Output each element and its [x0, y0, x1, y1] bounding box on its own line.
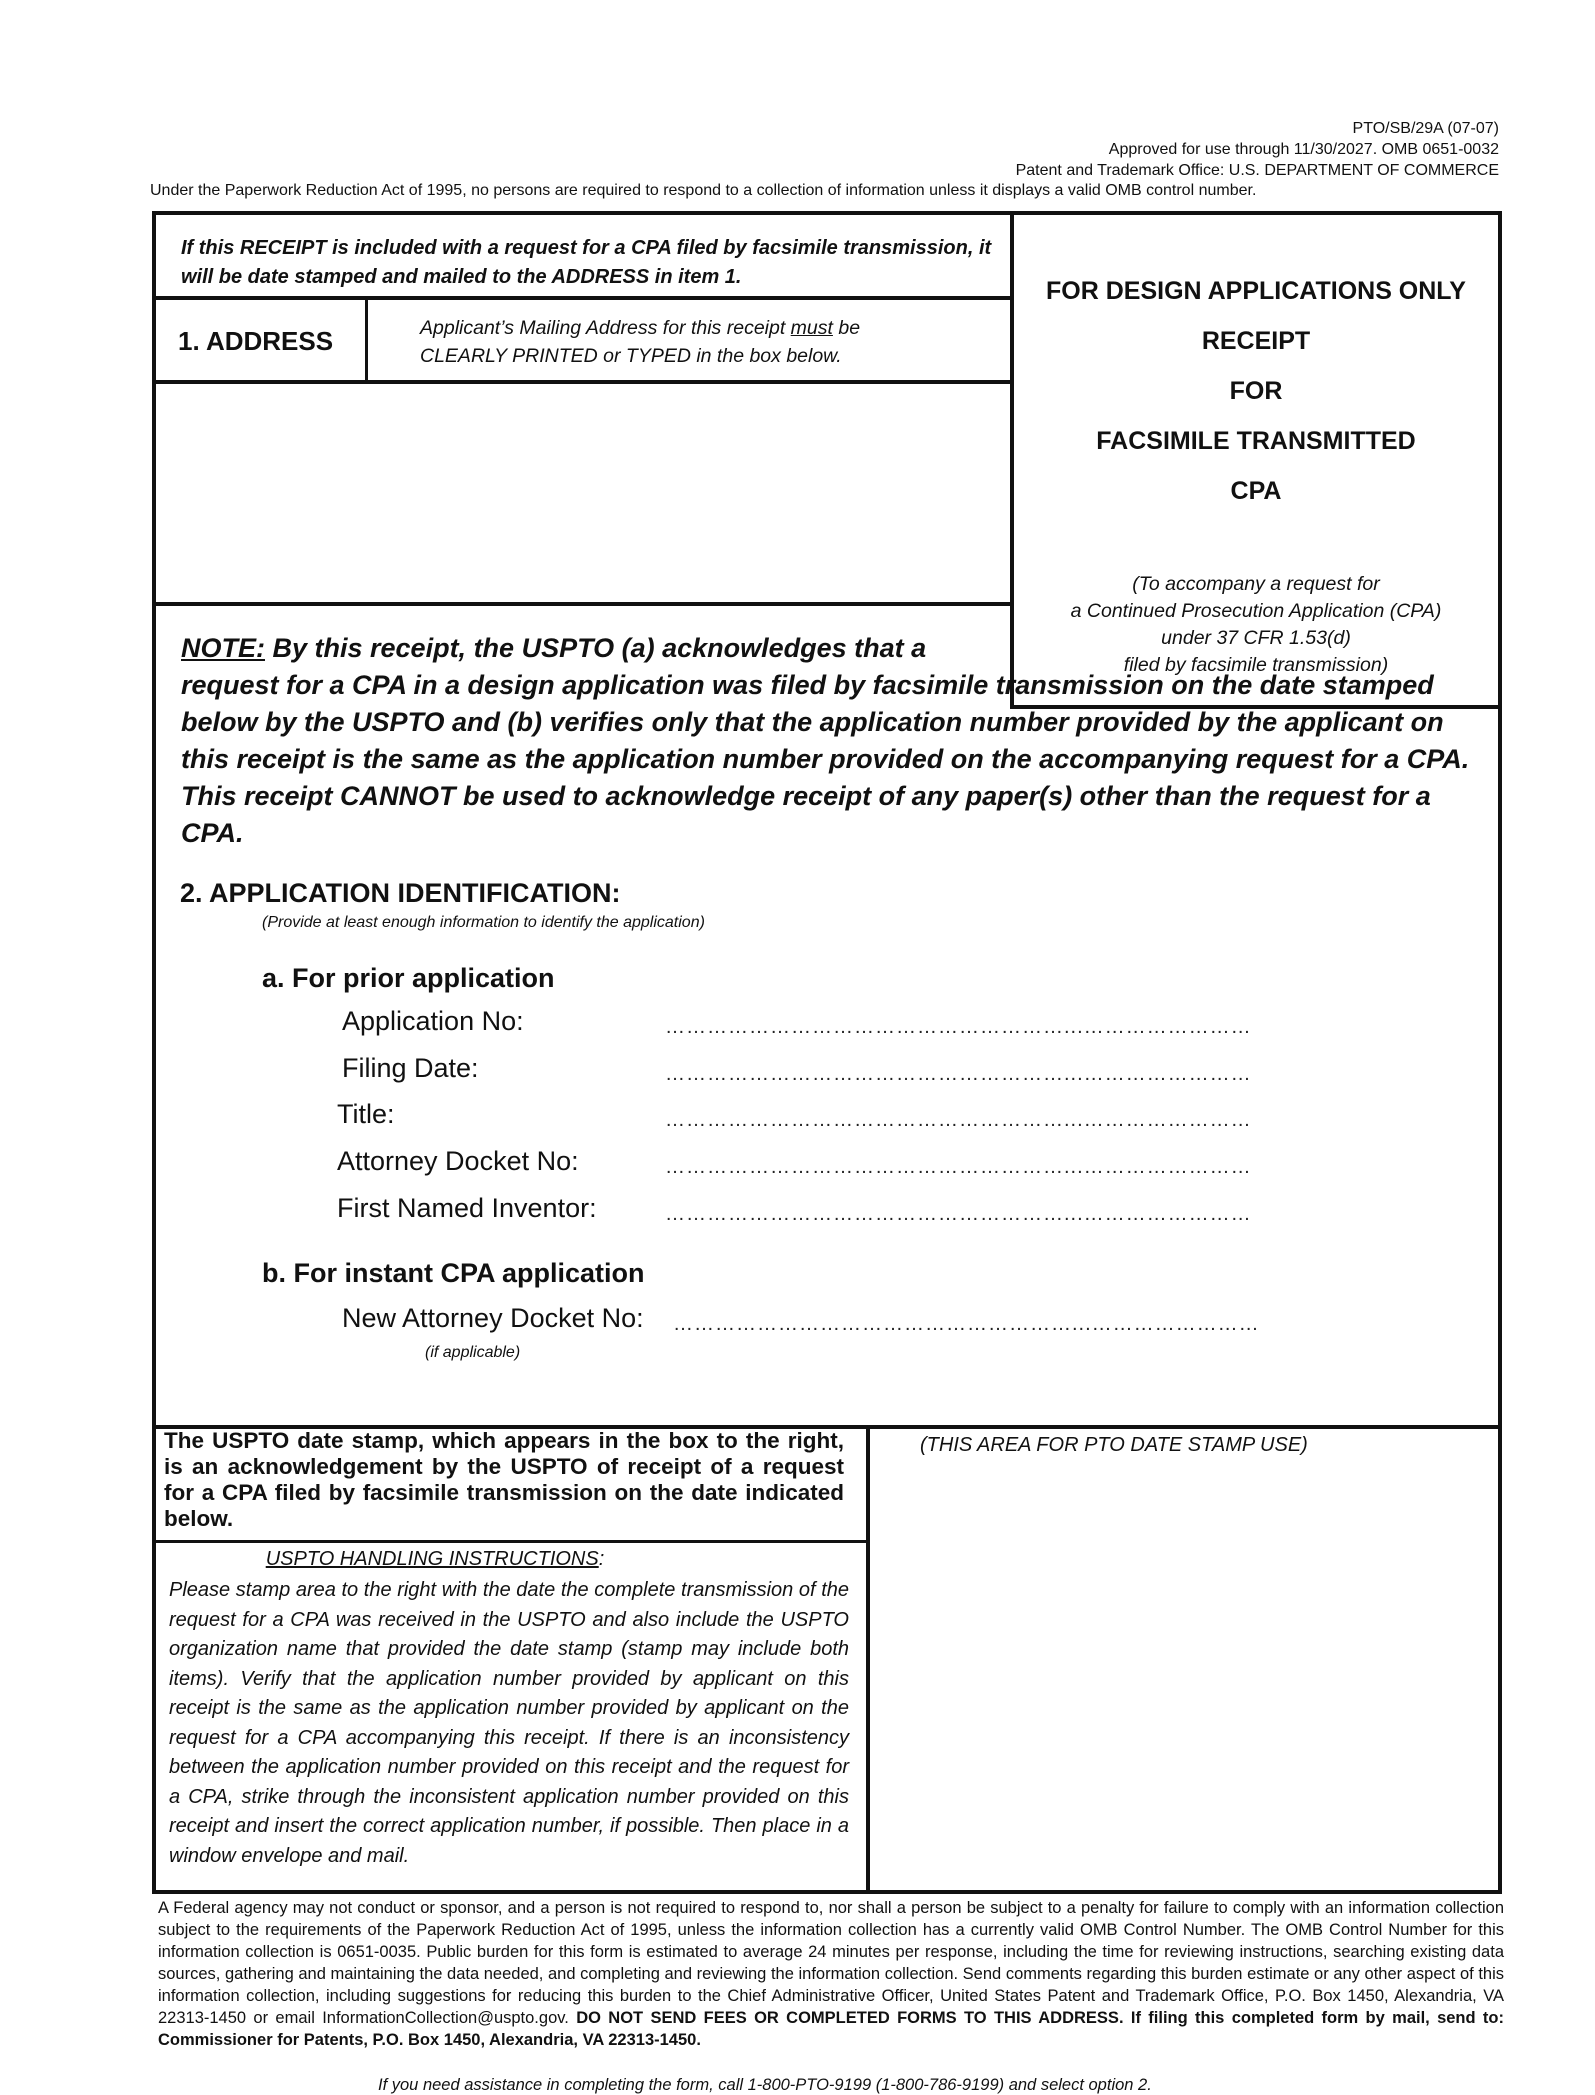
address-instruction: Applicant’s Mailing Address for this receipt must be CLEARLY PRINTED or TYPED in the box below.	[420, 317, 861, 367]
first-inventor-label: First Named Inventor:	[337, 1193, 597, 1223]
omb-approval: Approved for use through 11/30/2027. OMB 0651-0032	[1108, 141, 1499, 158]
section-2-title: 2. APPLICATION IDENTIFICATION:	[180, 878, 621, 908]
first-inventor-field[interactable]: …………………………………………………...……………………	[665, 1203, 1252, 1225]
title-cpa: CPA	[1230, 477, 1282, 505]
title-for: FOR	[1229, 377, 1283, 405]
form-id: PTO/SB/29A (07-07)	[1352, 120, 1499, 137]
prior-application-title: a. For prior application	[262, 963, 555, 993]
new-docket-field[interactable]: …………………………………………………...……………………	[673, 1313, 1260, 1335]
section-2-subtitle: (Provide at least enough information to identify the application)	[262, 914, 705, 931]
attorney-docket-field[interactable]: …………………………………………………...……………………	[665, 1156, 1252, 1178]
new-docket-label: New Attorney Docket No:	[342, 1303, 644, 1333]
rule-before-handling	[152, 1540, 868, 1543]
address-field[interactable]	[160, 388, 1005, 598]
filing-date-label: Filing Date:	[342, 1053, 479, 1083]
burden-statement: A Federal agency may not conduct or sponsor, and a person is not required to respond to, nor shall a person be subject to a penalty for failure to comply with an information collection subject to the requirements of the Paperwork Reduction Act of 1995, unless the information collection has a currently valid OMB Control Number. The OMB Control Number for this information collection is 0651-0035. Public burden for this form is estimated to average 24 minutes per response, including the time for reviewing instructions, searching existing data sources, gathering and maintaining the data needed, and completing and reviewing the information collection. Send comments regarding this burden estimate or any other aspect of this information collection, including suggestions for reducing this burden to the Chief Administrative Officer, United States Patent and Trademark Office, P.O. Box 1450, Alexandria, VA 22313-1450 or email InformationCollection@uspto.gov. DO NOT SEND FEES OR COMPLETED FORMS TO THIS ADDRESS. If filing this completed form by mail, send to: Commissioner for Patents, P.O. Box 1450, Alexandria, VA 22313-1450.	[158, 1899, 1504, 2049]
stamp-acknowledgement: The USPTO date stamp, which appears in the box to the right, is an acknowledgement by the USPTO of receipt of a request for a CPA filed by facsimile transmission on the date indicated below.	[164, 1428, 844, 1531]
fax-note: If this RECEIPT is included with a request for a CPA filed by facsimile transmission, it will be date stamped and mailed to the ADDRESS in item 1.	[181, 237, 992, 288]
paperwork-notice: Under the Paperwork Reduction Act of 1995, no persons are required to respond to a collection of information unless it displays a valid OMB control number.	[150, 182, 1257, 199]
attorney-docket-label: Attorney Docket No:	[337, 1146, 579, 1176]
subtitle-line-2: a Continued Prosecution Application (CPA)	[1070, 600, 1442, 622]
agency-line: Patent and Trademark Office: U.S. DEPARTMENT OF COMMERCE	[1015, 162, 1499, 179]
pto-date-stamp-area[interactable]: (THIS AREA FOR PTO DATE STAMP USE)	[920, 1434, 1308, 1456]
address-divider	[365, 298, 368, 382]
stamp-divider	[866, 1427, 870, 1894]
title-label: Title:	[337, 1099, 395, 1129]
receipt-note: NOTE: By this receipt, the USPTO (a) acknowledges that a request for a CPA in a design application was filed by facsimile transmission on the date stamped below by the USPTO and (b) verifies only that the application number provided by the applicant on this receipt is the same as the application number provided on the accompanying request for a CPA. This receipt CANNOT be used to acknowledge receipt of any paper(s) other than the request for a CPA.	[181, 633, 1470, 848]
rule-after-address-box	[152, 602, 1012, 606]
handling-instructions: Please stamp area to the right with the date the complete transmission of the request for a CPA was received in the USPTO and also include the USPTO organization name that provided the date stamp (stamp may include both items). Verify that the application number provided by applicant on this receipt is the same as the application number provided by applicant on the request for a CPA accompanying this receipt. If there is an inconsistency between the application number provided on this receipt and the request for a CPA, strike through the inconsistent application number provided on this receipt and insert the correct application number, if possible. Then place in a window envelope and mail.	[169, 1579, 849, 1867]
title-receipt: RECEIPT	[1201, 327, 1311, 355]
note-label: NOTE:	[181, 633, 265, 663]
if-applicable-note: (if applicable)	[425, 1344, 521, 1361]
filing-date-field[interactable]: …………………………………………………...……………………	[665, 1063, 1252, 1085]
application-no-label: Application No:	[342, 1006, 524, 1036]
title-facsimile: FACSIMILE TRANSMITTED	[1096, 427, 1416, 455]
subtitle-line-4: filed by facsimile transmission)	[1123, 654, 1389, 676]
title-design-only: FOR DESIGN APPLICATIONS ONLY	[1046, 277, 1466, 305]
note-body: request for a CPA in a design application was filed by facsimile transmission on the date stamped below by the USPTO and (b) verifies only that the application number provided by the applicant on this receipt is the same as the application number provided on the accompanying request for a CPA. This receipt CANNOT be used to acknowledge receipt of any paper(s) other than the request for a CPA.	[181, 670, 1470, 848]
instant-cpa-title: b. For instant CPA application	[262, 1258, 645, 1288]
mailing-instruction: DO NOT SEND FEES OR COMPLETED FORMS TO THIS ADDRESS. If filing this completed form by mail, send to: Commissioner for Patents, P.O. Box 1450, Alexandria, VA 22313-1450.	[158, 2009, 1504, 2049]
handling-title: USPTO HANDLING INSTRUCTIONS:	[265, 1548, 605, 1570]
address-label: 1. ADDRESS	[178, 326, 334, 356]
rule-after-fax-note	[152, 296, 1012, 300]
subtitle-line-3: under 37 CFR 1.53(d)	[1161, 627, 1351, 649]
subtitle-line-1: (To accompany a request for	[1132, 573, 1380, 595]
help-line: If you need assistance in completing the form, call 1-800-PTO-9199 (1-800-786-9199) and select option 2.	[378, 2076, 1152, 2094]
title-field[interactable]: …………………………………………………...……………………	[665, 1109, 1252, 1131]
application-no-field[interactable]: …………………………………………………...……………………	[665, 1016, 1252, 1038]
rule-after-address-header	[152, 380, 1012, 384]
